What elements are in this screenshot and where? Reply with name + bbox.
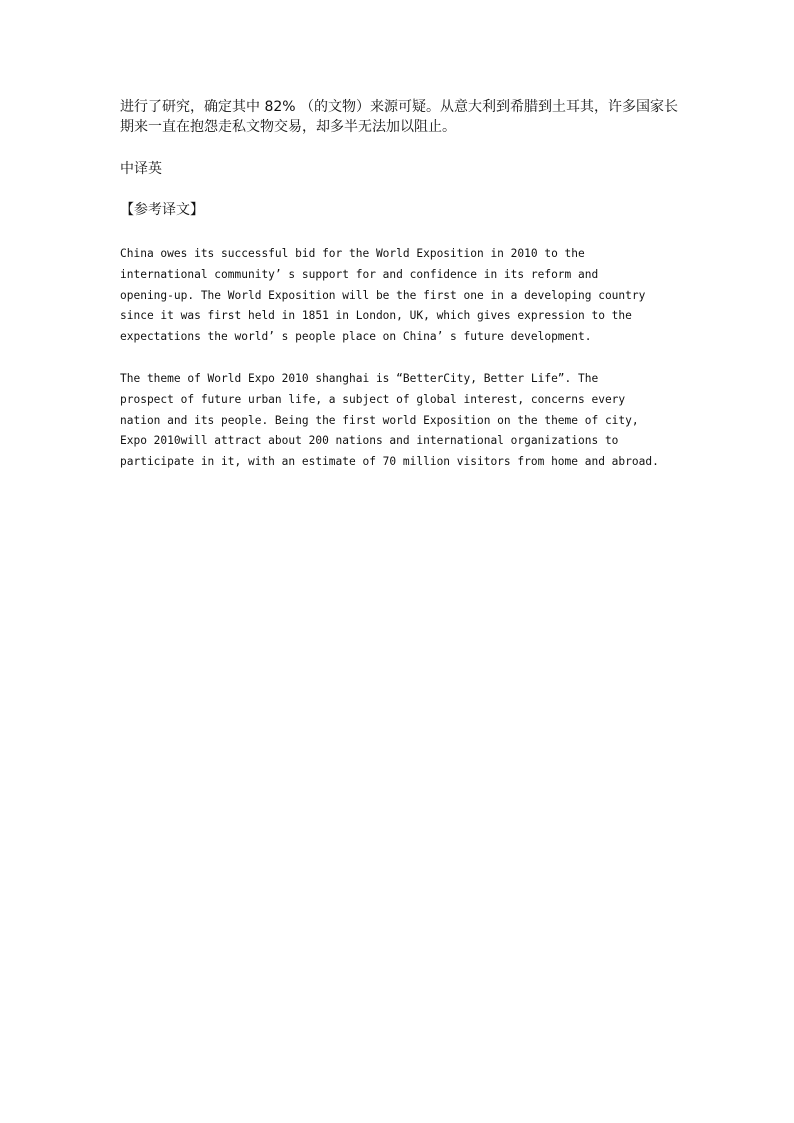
translation-line: international community’ s support for and confidence in its reform and [120,267,599,281]
translation-line: China owes its successful bid for the World Exposition in 2010 to the [120,247,585,260]
translation-line: nation and its people. Being the first world Exposition on the theme of city, [120,413,639,427]
translation-line: Expo 2010will attract about 200 nations and international organizations to [120,434,619,448]
translation-line: since it was first held in 1851 in London, UK, which gives expression to the [120,309,632,323]
translation-line: participate in it, with an estimate of 70 million visitors from home and abroad. [120,455,659,469]
intro-paragraph [120,97,678,137]
translation-line: expectations the world’ s people place on China’ s future development. [120,330,592,344]
translation-paragraph-1 [120,244,645,348]
translation-paragraph-2 [120,369,659,473]
intro-line: 期来一直在抱怨走私文物交易，却多半无法加以阻止。 [120,119,456,135]
section-label: 中译英 [120,161,162,177]
reference-heading: 【参考译文】 [120,202,204,218]
intro-line: 进行了研究，确定其中 82% （的文物）来源可疑。从意大利到希腊到土耳其，许多国家长 [120,99,679,115]
translation-line: The theme of World Expo 2010 shanghai is “BetterCity, Better Life”. The [120,372,599,385]
translation-line: opening-up. The World Exposition will be the first one in a developing country [120,288,646,302]
translation-line: prospect of future urban life, a subject of global interest, concerns every [120,392,626,406]
